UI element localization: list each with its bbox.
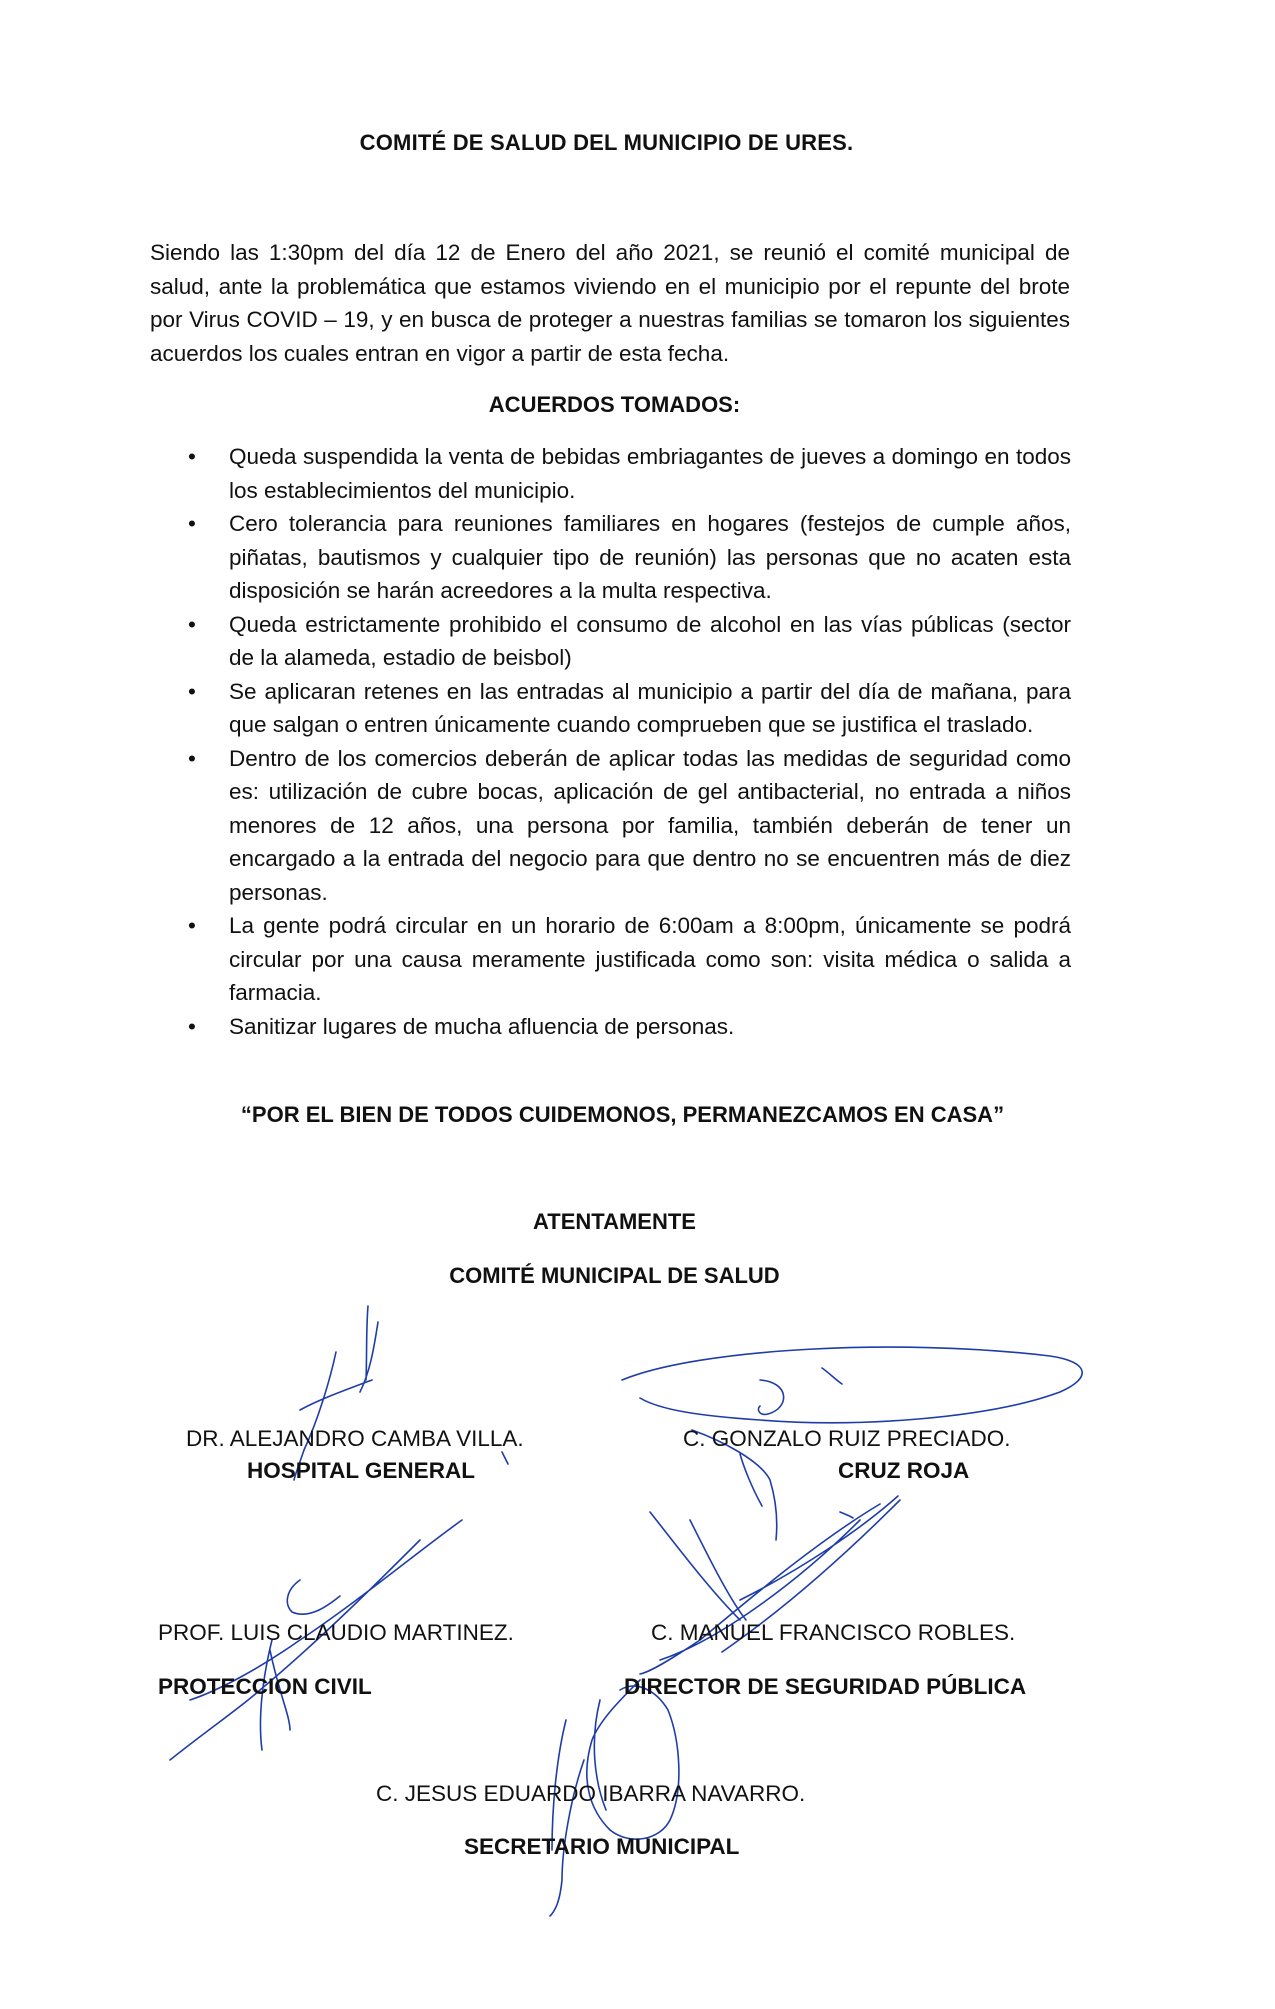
bullet-icon: • xyxy=(188,611,196,637)
signatory-name: C. MANUEL FRANCISCO ROBLES. xyxy=(651,1620,1016,1645)
document-title: COMITÉ DE SALUD DEL MUNICIPIO DE URES. xyxy=(359,130,854,155)
bullet-icon: • xyxy=(188,444,196,469)
signatory-title: CRUZ ROJA xyxy=(838,1458,970,1483)
acuerdo-text: Queda suspendida la venta de bebidas embriagantes de jueves a domingo en todos los establecimientos del municipio. xyxy=(229,444,1071,503)
motto: “POR EL BIEN DE TODOS CUIDEMONOS, PERMANEZCAMOS EN CASA” xyxy=(240,1102,1005,1127)
acuerdo-text: Se aplicaran retenes en las entradas al municipio a partir del día de mañana, para que salgan o entren únicamente cuando comprueben que se justifica el traslado. xyxy=(229,678,1071,737)
list-item xyxy=(186,742,1071,910)
signature-francisco-robles xyxy=(640,1496,900,1674)
acuerdos-list xyxy=(186,440,1071,1043)
signatory-title: PROTECCION CIVIL xyxy=(158,1674,372,1699)
signatory-name: DR. ALEJANDRO CAMBA VILLA. xyxy=(186,1426,524,1451)
signatory-title: SECRETARIO MUNICIPAL xyxy=(464,1834,740,1859)
closing-atentamente: ATENTAMENTE xyxy=(533,1209,696,1234)
signatory-title: DIRECTOR DE SEGURIDAD PÚBLICA xyxy=(624,1674,1027,1699)
signatory-name: C. JESUS EDUARDO IBARRA NAVARRO. xyxy=(376,1781,806,1806)
list-item xyxy=(186,675,1071,742)
bullet-icon: • xyxy=(188,511,196,536)
bullet-icon: • xyxy=(188,913,196,938)
acuerdo-text: Cero tolerancia para reuniones familiares en hogares (festejos de cumple años, piñatas, bautismos y cualquier tipo de reunión) las personas que no acaten esta disposición se harán acreedores a la multa respectiva. xyxy=(229,511,1071,603)
acuerdo-text: Queda estrictamente prohibido el consumo de alcohol en las vías públicas (sector de la alameda, estadio de beisbol) xyxy=(229,611,1071,670)
signatory-name: C. GONZALO RUIZ PRECIADO. xyxy=(683,1426,1011,1451)
list-item xyxy=(186,507,1071,608)
signature-camba-villa xyxy=(294,1306,508,1480)
list-item xyxy=(186,440,1071,507)
intro-paragraph: Siendo las 1:30pm del día 12 de Enero del año 2021, se reunió el comité municipal de salud, ante la problemática que estamos viviendo en el municipio por el repunte del brote por Virus COVID – 19, y en busca de proteger a nuestras familias se tomaron los siguientes acuerdos los cuales entran en vigor a partir de esta fecha. xyxy=(150,240,1070,366)
signatory-title: HOSPITAL GENERAL xyxy=(247,1458,475,1483)
list-item xyxy=(186,909,1071,1010)
bullet-icon: • xyxy=(188,1013,196,1039)
signatory-name: PROF. LUIS CLAUDIO MARTINEZ. xyxy=(158,1620,514,1645)
list-item xyxy=(186,608,1071,675)
bullet-icon: • xyxy=(188,745,196,771)
acuerdo-text: La gente podrá circular en un horario de 6:00am a 8:00pm, únicamente se podrá circular por una causa meramente justificada como son: visita médica o salida a farmacia. xyxy=(229,913,1071,1005)
committee-name: COMITÉ MUNICIPAL DE SALUD xyxy=(449,1263,780,1288)
list-item xyxy=(186,1010,1071,1044)
acuerdo-text: Dentro de los comercios deberán de aplicar todas las medidas de seguridad como es: utilización de cubre bocas, aplicación de gel antibacterial, no entrada a niños menores de 12 años, una persona por familia, también deberán de tener un encargado a la entrada del negocio para que dentro no se encuentren más de diez personas. xyxy=(229,745,1071,905)
acuerdos-heading: ACUERDOS TOMADOS: xyxy=(488,392,741,417)
bullet-icon: • xyxy=(188,678,196,704)
acuerdo-text: Sanitizar lugares de mucha afluencia de personas. xyxy=(229,1013,735,1039)
